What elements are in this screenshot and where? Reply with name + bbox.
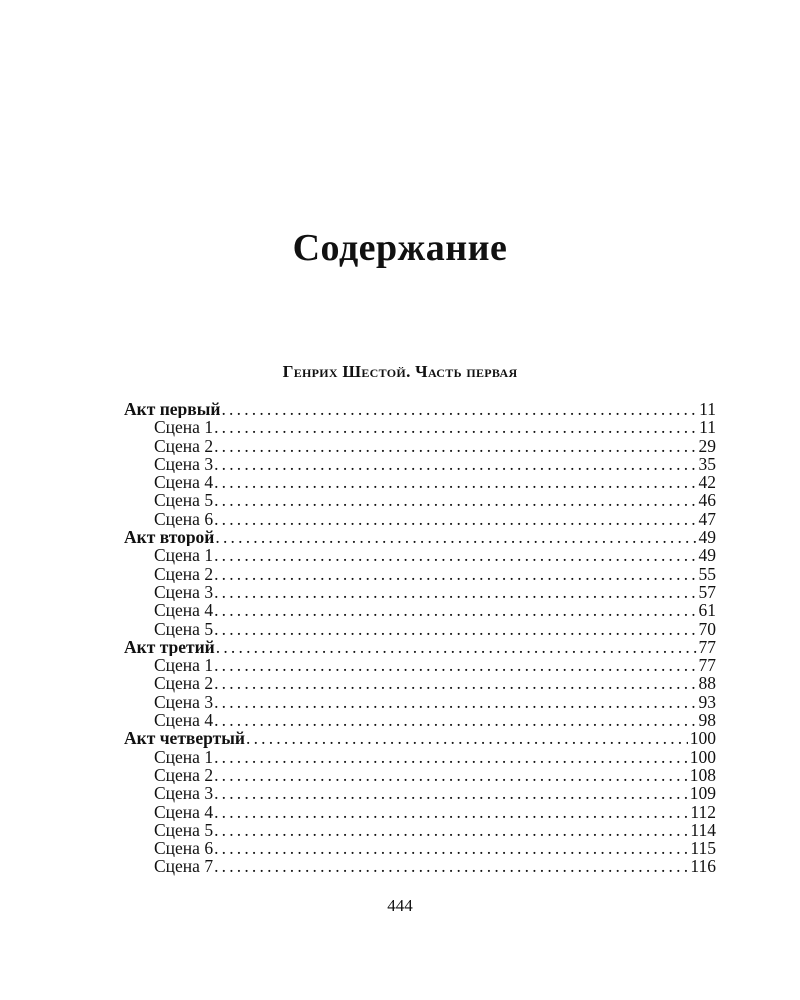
toc-entry-label: Сцена 2 <box>154 564 214 583</box>
toc-scene-entry <box>124 546 716 564</box>
toc-dot-leader <box>214 821 688 839</box>
toc-entry-page: 93 <box>698 692 716 712</box>
toc-scene-entry <box>124 674 716 692</box>
toc-entry-page: 61 <box>698 601 716 620</box>
toc-entry-page: 57 <box>698 582 716 602</box>
toc-entry-label: Сцена 3 <box>154 692 214 712</box>
toc-entry-label: Сцена 6 <box>154 509 214 529</box>
toc-entry-page: 112 <box>690 802 716 821</box>
toc-scene-entry <box>124 857 716 875</box>
toc-entry-page: 77 <box>698 637 716 657</box>
toc-entry-page: 116 <box>690 857 716 876</box>
toc-scene-entry <box>124 766 716 784</box>
toc-entry-label: Сцена 4 <box>154 601 214 620</box>
toc-entry-page: 49 <box>698 528 716 547</box>
toc-scene-entry <box>124 839 716 857</box>
toc-scene-entry <box>124 803 716 821</box>
toc-entry-page: 108 <box>689 765 716 785</box>
toc-entry-label: Сцена 1 <box>154 418 214 437</box>
toc-dot-leader <box>216 638 697 656</box>
toc-entry-label: Сцена 5 <box>154 619 214 638</box>
toc-scene-entry <box>124 601 716 619</box>
toc-entry-page: 46 <box>698 491 716 510</box>
toc-entry-page: 55 <box>698 564 716 583</box>
toc-scene-entry <box>124 437 716 455</box>
toc-entry-label: Сцена 1 <box>154 747 214 766</box>
toc-dot-leader <box>214 674 696 692</box>
toc-entry-label: Акт третий <box>124 637 215 657</box>
toc-scene-entry <box>124 455 716 473</box>
toc-entry-page: 47 <box>698 509 716 529</box>
toc-entry-page: 100 <box>689 729 716 748</box>
toc-dot-leader <box>214 803 688 821</box>
toc-dot-leader <box>214 857 688 875</box>
toc-entry-page: 98 <box>698 711 716 730</box>
toc-entry-page: 49 <box>698 546 716 565</box>
toc-act-entry <box>124 729 716 747</box>
toc-entry-label: Акт первый <box>124 400 221 419</box>
toc-dot-leader <box>214 583 696 601</box>
toc-scene-entry <box>124 620 716 638</box>
toc-scene-entry <box>124 784 716 802</box>
toc-dot-leader <box>214 510 696 528</box>
toc-dot-leader <box>214 491 696 509</box>
toc-dot-leader <box>214 437 696 455</box>
toc-dot-leader <box>214 601 696 619</box>
toc-scene-entry <box>124 711 716 729</box>
toc-scene-entry <box>124 583 716 601</box>
toc-dot-leader <box>246 729 688 747</box>
toc-entry-page: 29 <box>698 436 716 455</box>
toc-act-entry <box>124 638 716 656</box>
toc-dot-leader <box>221 400 697 418</box>
toc-entry-label: Сцена 5 <box>154 491 214 510</box>
toc-dot-leader <box>214 656 696 674</box>
toc-entry-label: Акт четвертый <box>124 729 245 748</box>
toc-dot-leader <box>214 748 688 766</box>
toc-entry-page: 100 <box>689 747 716 766</box>
toc-dot-leader <box>214 784 688 802</box>
toc-entry-label: Сцена 2 <box>154 674 214 693</box>
toc-dot-leader <box>215 528 696 546</box>
toc-scene-entry <box>124 656 716 674</box>
toc-act-entry <box>124 400 716 418</box>
toc-entry-label: Сцена 7 <box>154 857 214 876</box>
toc-entry-label: Сцена 3 <box>154 454 214 474</box>
page-title: Содержание <box>292 227 508 269</box>
toc-entry-page: 11 <box>699 400 716 419</box>
toc-scene-entry <box>124 510 716 528</box>
toc-dot-leader <box>214 693 696 711</box>
toc-scene-entry <box>124 693 716 711</box>
toc-dot-leader <box>214 620 696 638</box>
toc-entry-label: Сцена 2 <box>154 765 214 785</box>
toc-dot-leader <box>214 839 688 857</box>
toc-scene-entry <box>124 473 716 491</box>
section-title: Генрих Шестой. Часть первая <box>282 362 518 381</box>
toc-entry-page: 11 <box>699 418 716 437</box>
toc-act-entry <box>124 528 716 546</box>
toc-entry-label: Сцена 4 <box>154 473 214 492</box>
toc-entry-page: 109 <box>689 784 716 803</box>
toc-entry-page: 114 <box>690 820 716 840</box>
toc-scene-entry <box>124 748 716 766</box>
toc-dot-leader <box>214 546 696 564</box>
table-of-contents <box>124 400 716 876</box>
toc-scene-entry <box>124 565 716 583</box>
toc-entry-label: Сцена 2 <box>154 436 214 455</box>
toc-entry-page: 77 <box>698 656 716 675</box>
toc-dot-leader <box>214 766 688 784</box>
toc-scene-entry <box>124 418 716 436</box>
toc-entry-label: Сцена 1 <box>154 656 214 675</box>
toc-entry-label: Сцена 5 <box>154 820 214 840</box>
toc-entry-label: Сцена 6 <box>154 839 214 858</box>
toc-entry-page: 70 <box>698 619 716 638</box>
toc-entry-label: Акт второй <box>124 528 215 547</box>
toc-entry-label: Сцена 3 <box>154 784 214 803</box>
toc-dot-leader <box>214 418 697 436</box>
toc-entry-label: Сцена 4 <box>154 802 214 821</box>
toc-entry-label: Сцена 4 <box>154 711 214 730</box>
toc-entry-page: 88 <box>698 674 716 693</box>
toc-scene-entry <box>124 491 716 509</box>
toc-entry-page: 115 <box>690 839 716 858</box>
toc-dot-leader <box>214 455 696 473</box>
toc-entry-label: Сцена 3 <box>154 582 214 602</box>
toc-dot-leader <box>214 473 696 491</box>
toc-dot-leader <box>214 711 696 729</box>
page-number: 444 <box>387 896 413 915</box>
toc-entry-page: 35 <box>698 454 716 474</box>
toc-dot-leader <box>214 565 696 583</box>
toc-entry-page: 42 <box>698 473 716 492</box>
toc-entry-label: Сцена 1 <box>154 546 214 565</box>
toc-scene-entry <box>124 821 716 839</box>
